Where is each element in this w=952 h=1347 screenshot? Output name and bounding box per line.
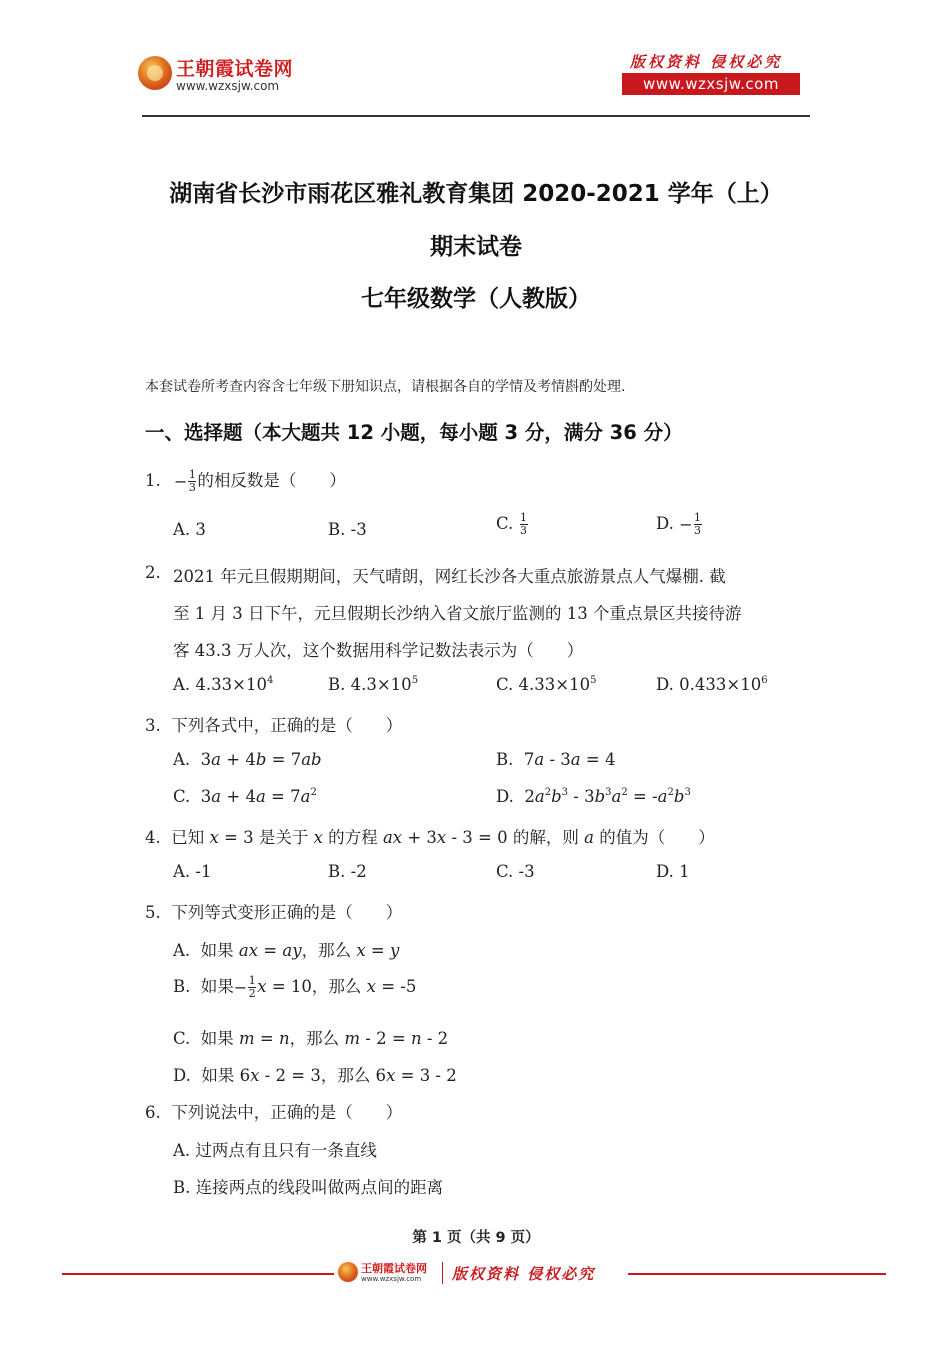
q1-option-b[interactable]: B. -3 (328, 520, 367, 539)
q1-option-a[interactable]: A. 3 (173, 520, 206, 539)
q4-option-a[interactable]: A. -1 (173, 862, 212, 881)
q5-option-d[interactable]: D. 如果 6x - 2 = 3，那么 6x = 3 - 2 (173, 1066, 457, 1085)
footer-site-name: 王朝霞试卷网 (361, 1262, 427, 1275)
question-2-line2: 至 1 月 3 日下午，元旦假期长沙纳入省文旅厅监测的 13 个重点景区共接待游 (173, 604, 742, 623)
q1-option-c[interactable]: C. $\frac{1}{3}$ (496, 511, 528, 537)
q2-option-c[interactable]: C. $4.33\times 10^5$ (496, 675, 597, 694)
q6-option-a[interactable]: A. 过两点有且只有一条直线 (173, 1141, 377, 1160)
exam-title-line2: 期末试卷 (430, 234, 522, 260)
q4-option-b[interactable]: B. -2 (328, 862, 367, 881)
footer-divider (442, 1262, 443, 1284)
question-4: 4. 已知 x = 3 是关于 x 的方程 ax + 3x - 3 = 0 的解，则 a 的值为（ ） (145, 828, 715, 847)
footer-line-left (62, 1273, 334, 1275)
q4-option-d[interactable]: D. 1 (656, 862, 690, 881)
fraction: $\frac{1}{3}$ (188, 468, 196, 494)
copyright-slogan: 版权资料 侵权必究 (630, 53, 783, 71)
page-number: 第 1 页（共 9 页） (412, 1230, 540, 1246)
q5-option-b[interactable]: B. 如果− $\frac{1}{2}$ x = 10，那么 x = -5 (173, 974, 417, 1000)
question-1: 1. − $\frac{1}{3}$ 的相反数是（ ） (145, 468, 346, 494)
question-5: 5. 下列等式变形正确的是（ ） (145, 903, 403, 922)
q2-option-d[interactable]: D. $0.433\times 10^6$ (656, 675, 768, 694)
exam-title-line3: 七年级数学（人教版） (361, 286, 591, 312)
url-banner[interactable]: www.wzxsjw.com (622, 73, 800, 95)
medal-logo-icon (138, 56, 172, 90)
q2-option-a[interactable]: A. $4.33\times 10^4$ (173, 675, 274, 694)
question-6: 6. 下列说法中，正确的是（ ） (145, 1103, 403, 1122)
question-2-line3: 客 43.3 万人次，这个数据用科学记数法表示为（ ） (173, 641, 584, 660)
q3-option-d[interactable]: D. $2a^2b^3 - 3b^3a^2 = -a^2b^3$ (496, 787, 691, 806)
q6-option-b[interactable]: B. 连接两点的线段叫做两点间的距离 (173, 1178, 444, 1197)
question-2-line1: 2021 年元旦假期期间，天气晴朗，网红长沙各大重点旅游景点人气爆棚. 截 (173, 567, 726, 586)
question-2-number: 2. (145, 563, 161, 582)
q2-option-b[interactable]: B. $4.3\times 10^5$ (328, 675, 419, 694)
site-url[interactable]: www.wzxsjw.com (176, 79, 280, 93)
q3-option-c[interactable]: C. $3a + 4a = 7a^2$ (173, 787, 317, 806)
section-heading: 一、选择题（本大题共 12 小题，每小题 3 分，满分 36 分） (145, 421, 683, 444)
question-3: 3. 下列各式中，正确的是（ ） (145, 716, 403, 735)
footer-medal-logo-icon (338, 1262, 358, 1282)
q1-option-d[interactable]: D. − $\frac{1}{3}$ (656, 511, 702, 537)
footer-site-url[interactable]: www.wzxsjw.com (361, 1275, 422, 1283)
q3-option-b[interactable]: B. 7a - 3a = 4 (496, 750, 616, 769)
header-divider (142, 115, 810, 117)
q3-option-a[interactable]: A. 3a + 4b = 7ab (173, 750, 322, 769)
q5-option-c[interactable]: C. 如果 m = n，那么 m - 2 = n - 2 (173, 1029, 449, 1048)
footer-slogan: 版权资料 侵权必究 (452, 1265, 596, 1283)
q5-option-a[interactable]: A. 如果 ax = ay，那么 x = y (173, 941, 400, 960)
site-name: 王朝霞试卷网 (176, 58, 294, 80)
exam-note: 本套试卷所考查内容含七年级下册知识点，请根据各自的学情及考情斟酌处理. (145, 379, 626, 395)
footer-line-right (628, 1273, 886, 1275)
exam-title-line1: 湖南省长沙市雨花区雅礼教育集团 2020-2021 学年（上） (169, 181, 783, 207)
q4-option-c[interactable]: C. -3 (496, 862, 535, 881)
